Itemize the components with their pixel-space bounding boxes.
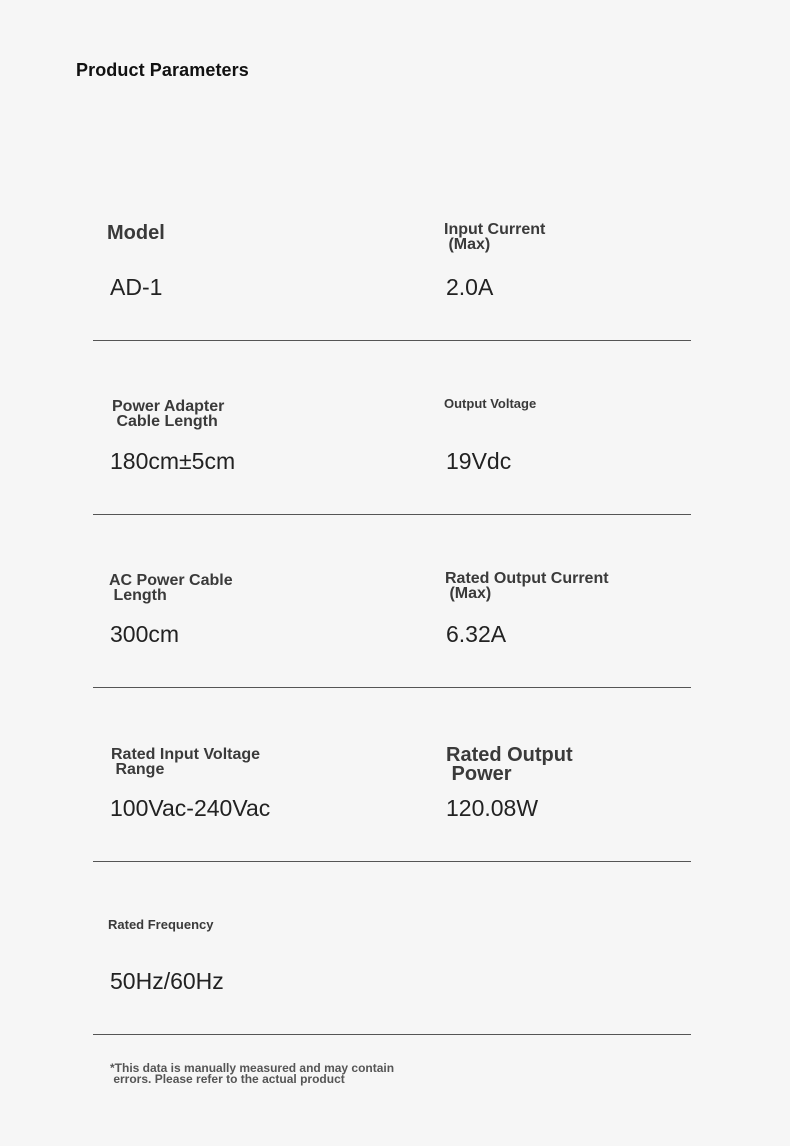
parameter-label: Model <box>107 222 165 244</box>
row-divider <box>93 340 691 341</box>
parameter-cell-rated-output-current <box>444 522 764 672</box>
parameter-cell-rated-output-power <box>444 696 764 846</box>
parameter-label: Input Current (Max) <box>444 221 546 253</box>
parameter-cell-rated-frequency <box>108 869 428 1019</box>
parameter-cell-ac-cable-length <box>108 522 428 672</box>
parameter-label: AC Power Cable Length <box>109 572 233 604</box>
parameter-value: 120.08W <box>446 795 539 821</box>
row-divider <box>93 861 691 862</box>
row-divider <box>93 687 691 688</box>
parameter-value: 100Vac-240Vac <box>110 795 271 821</box>
parameter-row <box>0 349 790 523</box>
parameter-label: Rated Frequency <box>108 917 214 932</box>
parameter-label: Rated Input Voltage Range <box>111 746 261 778</box>
parameter-row <box>0 522 790 696</box>
parameter-label: Output Voltage <box>444 396 537 411</box>
parameter-cell-model <box>108 175 428 325</box>
footnote-disclaimer: *This data is manually measured and may contain errors. Please refer to the actual product <box>110 1061 395 1086</box>
parameter-cell-adapter-cable-length <box>108 349 428 499</box>
parameter-value: 300cm <box>110 621 180 647</box>
parameter-cell-output-voltage <box>444 349 764 499</box>
parameter-cell-rated-input-voltage <box>108 696 428 846</box>
row-divider <box>93 514 691 515</box>
parameter-row <box>0 869 790 1043</box>
page-title: Product Parameters <box>76 60 249 80</box>
parameter-label: Rated Output Power <box>446 744 573 785</box>
parameter-row <box>0 696 790 870</box>
parameter-value: 50Hz/60Hz <box>110 968 224 994</box>
parameter-value: 19Vdc <box>446 448 512 474</box>
parameter-row <box>0 175 790 349</box>
row-divider <box>93 1034 691 1035</box>
parameter-value: 180cm±5cm <box>110 448 236 474</box>
parameter-value: 6.32A <box>446 621 507 647</box>
parameter-label: Rated Output Current (Max) <box>445 570 609 602</box>
parameter-value: AD-1 <box>110 274 163 300</box>
parameter-cell-input-current <box>444 175 764 325</box>
parameter-value: 2.0A <box>446 274 494 300</box>
parameter-label: Power Adapter Cable Length <box>112 398 225 430</box>
